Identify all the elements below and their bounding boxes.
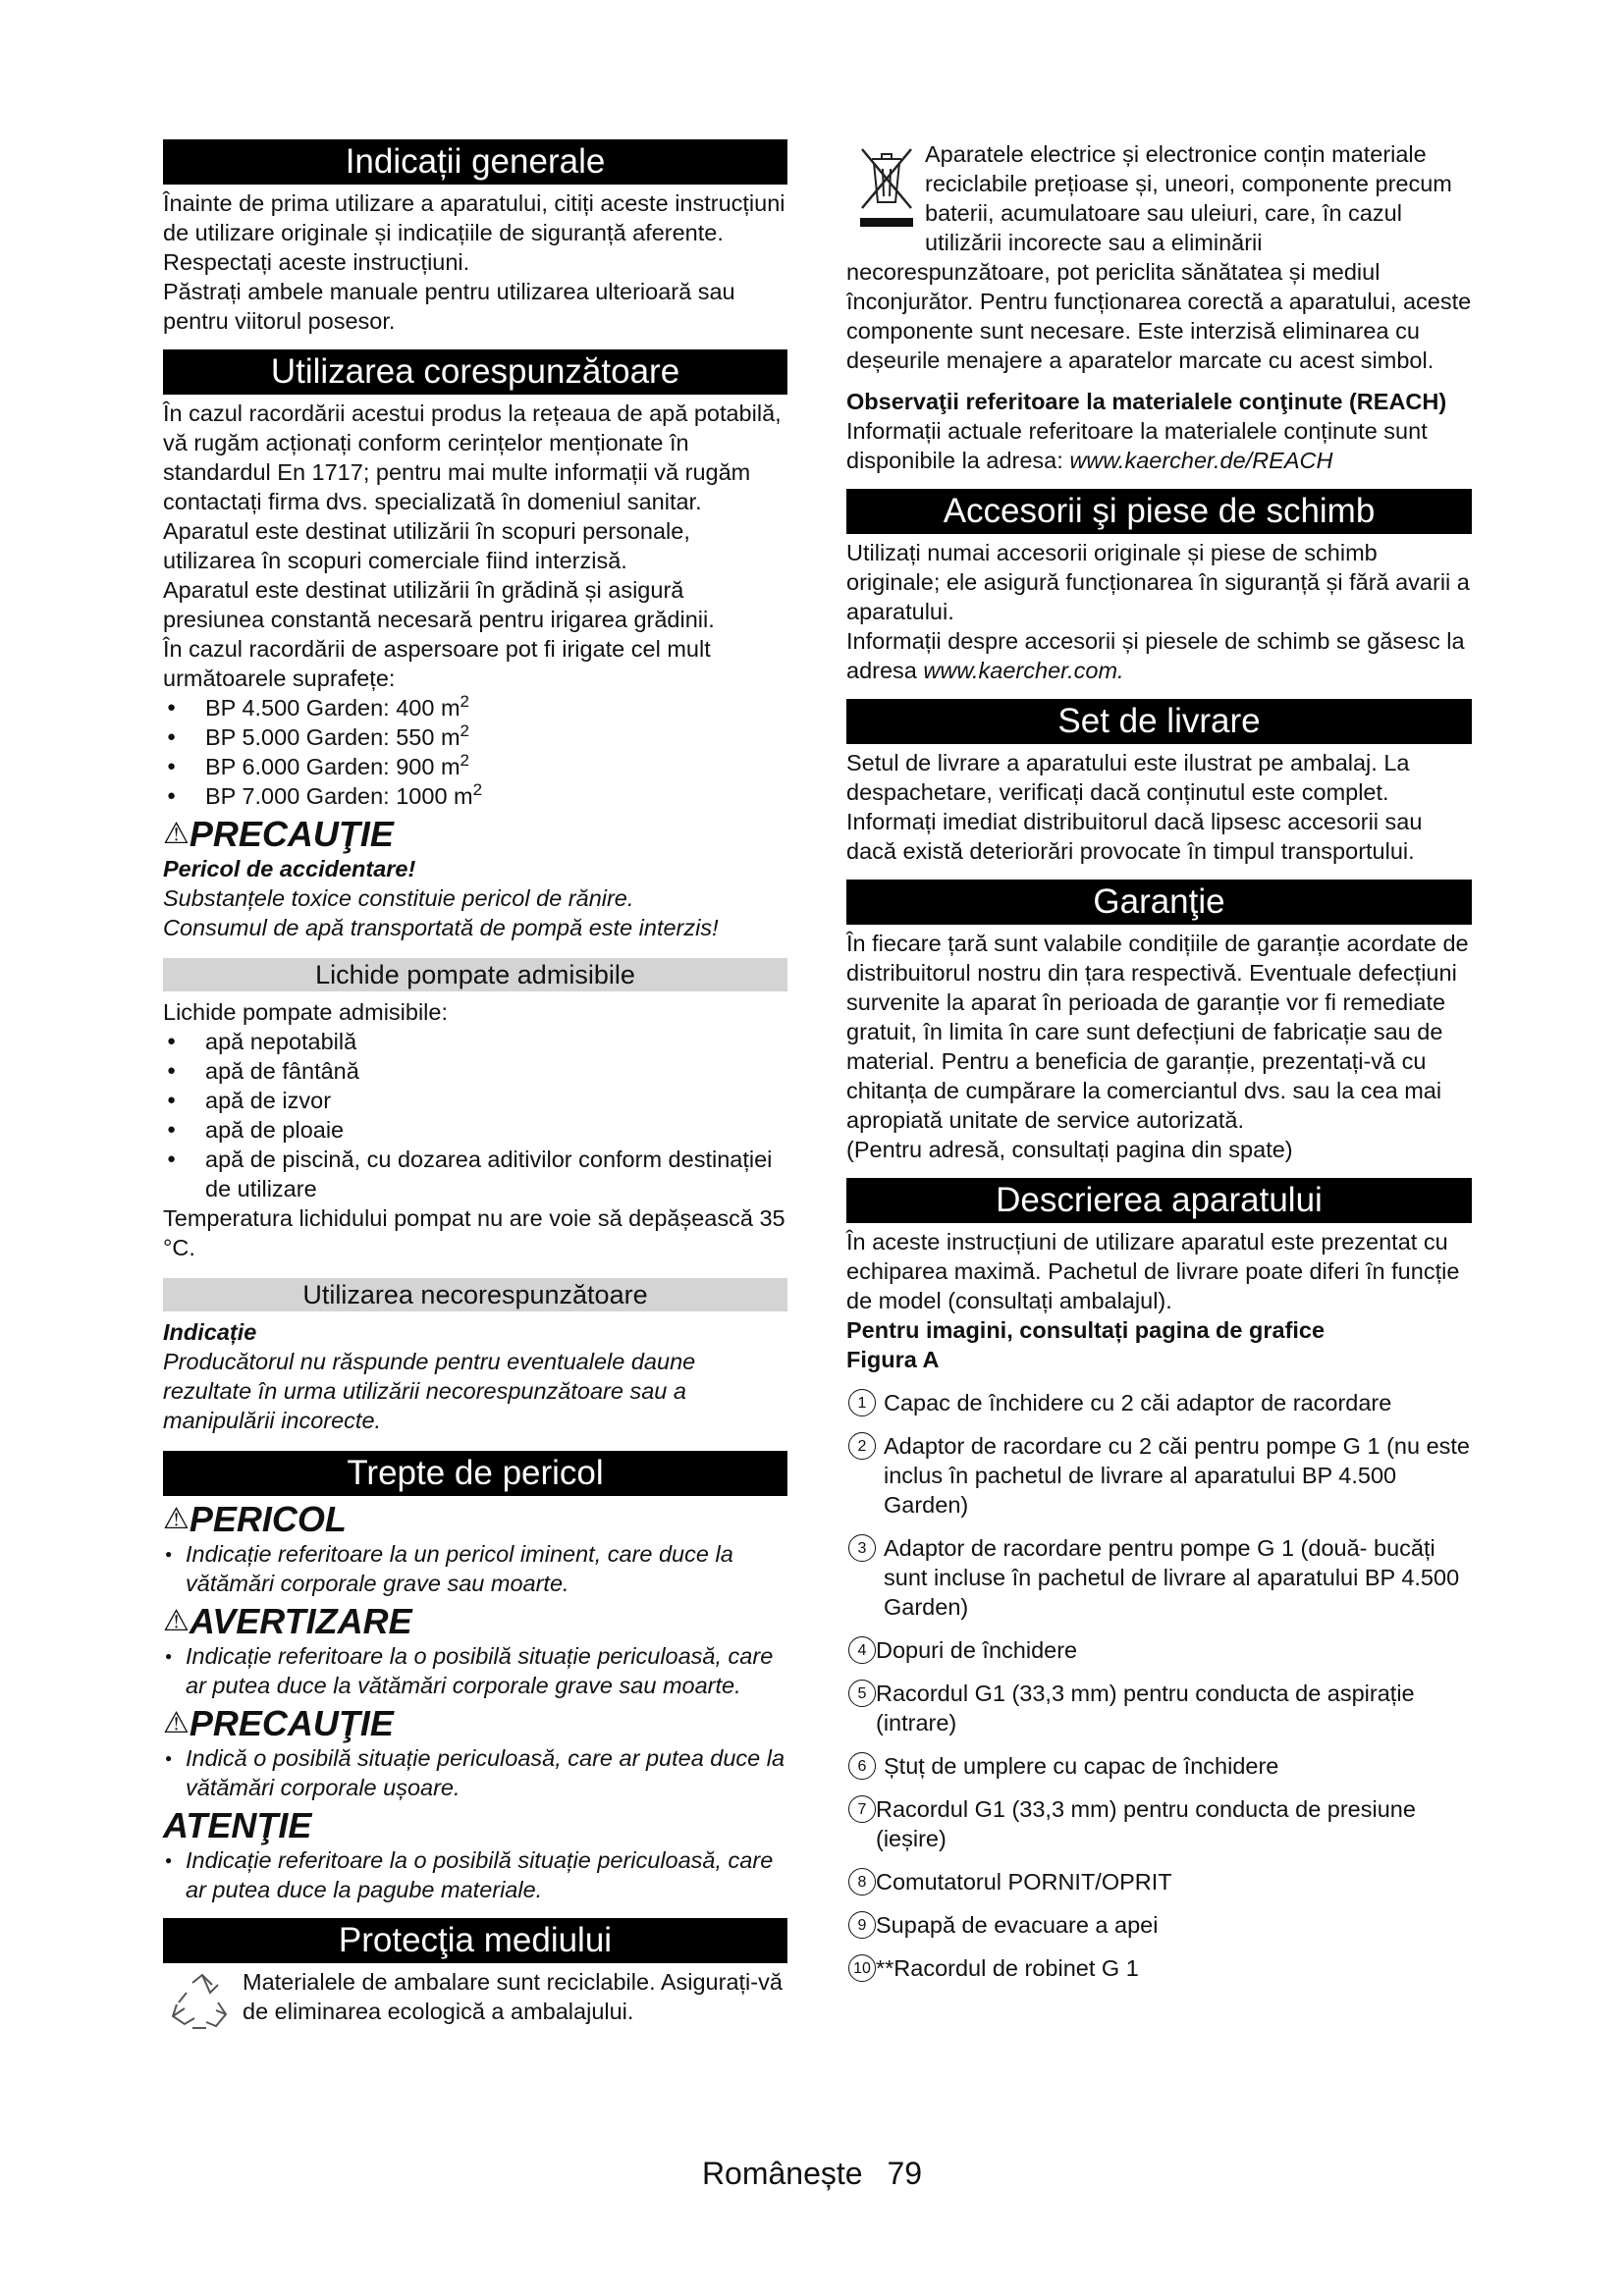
danger-title: ⚠PERICOL (163, 1499, 347, 1539)
accessories-paragraph-2: Informații despre accesorii și piesele de schimb se găsesc la adresa www.kaercher.com. (846, 628, 1465, 683)
heading-description: Descrierea aparatului (846, 1178, 1472, 1223)
list-item: 3 Adaptor de racordare pentru pompe G 1 (două- bucăți sunt incluse în pachetul de livrare al aparatului BP 4.500 Garden) (846, 1533, 1472, 1622)
heading-environment: Protecţia mediului (163, 1918, 787, 1963)
warning-triangle-icon: ⚠ (163, 1503, 189, 1535)
general-paragraph-2: Păstrați ambele manuale pentru utilizarea ulterioară sau pentru viitorul posesor. (163, 279, 735, 334)
heading-accessories: Accesorii şi piese de schimb (846, 489, 1472, 534)
list-item: 8 Comutatorul PORNIT/OPRIT (846, 1867, 1472, 1896)
warning-text: ● Indicație referitoare la o posibilă situație periculoasă, care ar putea duce la vătămări corporale grave sau moarte. (163, 1641, 787, 1700)
environment-block (163, 1967, 787, 2042)
accessories-link[interactable]: www.kaercher.com. (923, 658, 1124, 683)
graphics-reference: Pentru imagini, consultați pagina de grafice (846, 1317, 1326, 1343)
list-item: ● BP 5.000 Garden: 550 $m^2$ (163, 722, 787, 752)
liquids-temperature: Temperatura lichidului pompat nu are voie să depășească 35 °C. (163, 1205, 785, 1260)
list-item: ● apă de fântână (163, 1056, 787, 1086)
proper-use-paragraph-1: În cazul racordării acestui produs la rețeaua de apă potabilă, vă rugăm acționați conform cerințelor menționate în standardul En 1717; pentru mai multe informații vă rugăm contactați firma dvs. specializată în domeniul sanitar. (163, 400, 782, 514)
heading-proper-use: Utilizarea corespunzătoare (163, 349, 787, 395)
attention-title: ATENŢIE (163, 1805, 312, 1845)
caution-level-title: ⚠PRECAUŢIE (163, 1703, 394, 1743)
list-item: ● BP 7.000 Garden: 1000 $m^2$ (163, 781, 787, 811)
list-item: ● BP 4.500 Garden: 400 $m^2$ (163, 693, 787, 722)
list-item: ● apă de piscină, cu dozarea aditivilor conform destinației de utilizare (163, 1145, 787, 1203)
heading-misuse: Utilizarea necorespunzătoare (163, 1278, 787, 1311)
list-item: 10 **Racordul de robinet G 1 (846, 1953, 1472, 1983)
misuse-text: Producătorul nu răspunde pentru eventualele daune rezultate în urma utilizării necorespunzătoare sau a manipulării incorecte. (163, 1349, 696, 1433)
parts-list (846, 1388, 1472, 1983)
list-item: ● apă de izvor (163, 1086, 787, 1115)
misuse-label: Indicație (163, 1319, 257, 1345)
number-badge: 9 (848, 1911, 876, 1939)
number-badge: 7 (848, 1795, 876, 1823)
list-item: 9 Supapă de evacuare a apei (846, 1910, 1472, 1940)
reach-paragraph: Informații actuale referitoare la materialele conținute sunt disponibile la adresa: www.kaercher.de/REACH (846, 418, 1428, 473)
danger-list (163, 1539, 787, 1598)
reach-link[interactable]: www.kaercher.de/REACH (1069, 448, 1333, 473)
danger-text: ● Indicație referitoare la un pericol iminent, care duce la vătămări corporale grave sau moarte. (163, 1539, 787, 1598)
list-item: ● apă de ploaie (163, 1115, 787, 1145)
general-paragraph-1: Înainte de prima utilizare a aparatului, citiți aceste instrucțiuni de utilizare originale și indicațiile de siguranță aferente. Respectați aceste instrucțiuni. (163, 190, 785, 275)
list-item: ● apă nepotabilă (163, 1027, 787, 1056)
number-badge: 3 (848, 1534, 876, 1562)
footer-language: Românește (701, 2156, 863, 2191)
number-badge: 10 (848, 1954, 876, 1982)
proper-use-paragraph-2: Aparatul este destinat utilizării în scopuri personale, utilizarea în scopuri comerciale fiind interzisă. (163, 518, 690, 573)
figure-label: Figura A (846, 1347, 940, 1372)
heading-warranty: Garanţie (846, 880, 1472, 925)
list-item: 2 Adaptor de racordare cu 2 căi pentru pompe G 1 (nu este inclus în pachetul de livrare al aparatului BP 4.500 Garden) (846, 1431, 1472, 1520)
environment-text: Materialele de ambalare sunt reciclabile. Asigurați-vă de eliminarea ecologică a ambalajului. (243, 1969, 783, 2024)
list-item: 6 Ștuț de umplere cu capac de închidere (846, 1751, 1472, 1781)
list-item: 5 Racordul G1 (33,3 mm) pentru conducta de aspirație (intrare) (846, 1679, 1472, 1737)
weee-text: Aparatele electrice și electronice conțin materiale reciclabile prețioase și, uneori, componente precum baterii, acumulatoare sau uleiuri, care, în cazul utilizării incorecte sau a eliminării necorespunzătoare, pot periclita sănătatea și mediul înconjurător. Pentru funcționarea corectă a aparatului, aceste componente sunt necesare. Este interzisă eliminarea cu deșeurile menajere a aparatelor marcate cu acest simbol. (846, 141, 1472, 373)
heading-delivery: Set de livrare (846, 699, 1472, 744)
heading-hazard-levels: Trepte de pericol (163, 1451, 787, 1496)
caution-subtitle: Pericol de accidentare! (163, 856, 416, 881)
list-item: 1 Capac de închidere cu 2 căi adaptor de racordare (846, 1388, 1472, 1417)
proper-use-paragraph-4: În cazul racordării de aspersoare pot fi irigate cel mult următoarele suprafețe: (163, 636, 711, 691)
liquids-intro: Lichide pompate admisibile: (163, 999, 448, 1025)
caution-line-1: Substanțele toxice constituie pericol de rănire. (163, 885, 634, 911)
number-badge: 4 (848, 1636, 876, 1664)
warning-triangle-icon: ⚠ (163, 1605, 189, 1637)
weee-block (846, 139, 1472, 375)
page-number: 79 (887, 2156, 923, 2191)
reach-title: Observaţii referitoare la materialele conţinute (REACH) (846, 389, 1447, 414)
heading-allowed-liquids: Lichide pompate admisibile (163, 958, 787, 991)
warranty-text: În fiecare țară sunt valabile condițiile de garanție acordate de distribuitorul nostru din țara respectivă. Eventuale defecțiuni survenite la aparat în perioada de garanție vor fi remediate gratuit, în limita în care sunt defecțiuni de fabricație sau de material. Pentru a beneficia de garanție, prezentați-vă cu chitanța de cumpărare la comerciantul dvs. sau la cea mai apropiată unitate de service autorizată. (846, 931, 1469, 1133)
recycle-icon (163, 1971, 237, 2040)
warranty-note: (Pentru adresă, consultați pagina din spate) (846, 1137, 1293, 1162)
attention-text: ● Indicație referitoare la o posibilă situație periculoasă, care ar putea duce la pagube materiale. (163, 1845, 787, 1904)
number-badge: 5 (848, 1680, 876, 1707)
number-badge: 6 (848, 1752, 876, 1780)
warning-title: ⚠AVERTIZARE (163, 1601, 412, 1641)
left-column (163, 139, 787, 2042)
caution-list (163, 1743, 787, 1802)
attention-list (163, 1845, 787, 1904)
liquids-list (163, 1027, 787, 1203)
warning-list (163, 1641, 787, 1700)
list-item: 7 Racordul G1 (33,3 mm) pentru conducta de presiune (ieșire) (846, 1794, 1472, 1853)
right-column (846, 139, 1472, 1983)
warning-triangle-icon: ⚠ (163, 1707, 189, 1739)
list-item: ● BP 6.000 Garden: 900 $m^2$ (163, 752, 787, 781)
warning-triangle-icon: ⚠ (163, 818, 189, 850)
list-item: 4 Dopuri de închidere (846, 1635, 1472, 1665)
delivery-text: Setul de livrare a aparatului este ilustrat pe ambalaj. La despachetare, verificați dacă conținutul este complet. Informați imediat distribuitorul dacă lipsesc accesorii sau dacă există deteriorări provocate în timpul transportului. (846, 750, 1423, 864)
caution-line-2: Consumul de apă transportată de pompă este interzis! (163, 915, 719, 940)
heading-general: Indicații generale (163, 139, 787, 185)
caution-text: ● Indică o posibilă situație periculoasă, care ar putea duce la vătămări corporale ușoare. (163, 1743, 787, 1802)
number-badge: 8 (848, 1868, 876, 1896)
number-badge: 2 (848, 1432, 876, 1460)
proper-use-paragraph-3: Aparatul este destinat utilizării în grădină și asigură presiunea constantă necesară pentru irigarea grădinii. (163, 577, 715, 632)
description-text: În aceste instrucțiuni de utilizare aparatul este prezentat cu echiparea maximă. Pachetul de livrare poate diferi în funcție de model (consultați ambalajul). (846, 1229, 1460, 1313)
crossed-bin-icon (856, 143, 917, 234)
caution-title: ⚠PRECAUŢIE (163, 814, 394, 854)
accessories-paragraph-1: Utilizați numai accesorii originale și piese de schimb originale; ele asigură funcționarea în siguranță și fără avarii a aparatului. (846, 540, 1470, 624)
irrigation-area-list (163, 693, 787, 811)
page-footer (0, 2156, 1624, 2192)
number-badge: 1 (848, 1389, 876, 1416)
